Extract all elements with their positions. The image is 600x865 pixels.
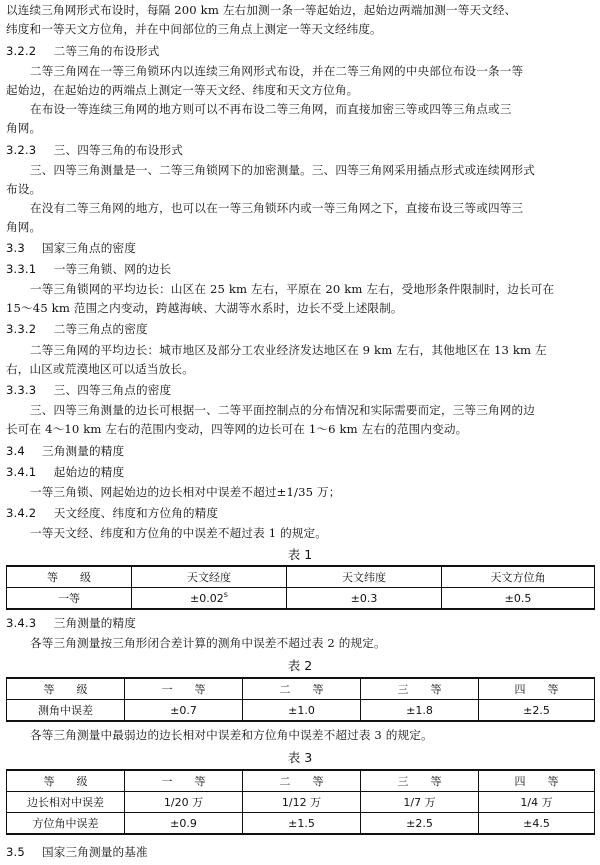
section-heading: 3.3.1 一等三角锁、网的边长: [6, 262, 172, 276]
section-heading: 3.2.3 三、四等三角的布设形式: [6, 143, 183, 157]
header-cell: 三 等: [361, 770, 479, 792]
section-number: 3.2.2: [6, 44, 37, 58]
paragraph-line: 在没有二等三角网的地方，也可以在一等三角锁环内或一等三角网之下，直接布设三等或四等三: [30, 201, 524, 215]
paragraph-line: 长可在 4～10 km 左右的范围内变动，四等网的边长可在 1～6 km 左右的范围内变动。: [6, 422, 468, 436]
header-cell: 等 级: [7, 566, 132, 588]
section-heading: 3.4 三角测量的精度: [6, 444, 125, 458]
section-number: 3.3.1: [6, 262, 37, 276]
paragraph-line: 15～45 km 范围之内变动，跨越海峡、大湖等水系时，边长不受上述限制。: [6, 301, 403, 315]
table-2: [6, 677, 595, 722]
table-cell: 方位角中误差: [7, 813, 125, 835]
paragraph-line: 一等三角锁网的平均边长：山区在 25 km 左右，平原在 20 km 左右，受地形条件限制时，边长可在: [30, 282, 555, 296]
header-cell: 天文经度: [132, 566, 287, 588]
section-number: 3.3: [6, 241, 25, 255]
paragraph-line: 角网。: [6, 220, 42, 234]
paragraph-line: 起始边，在起始边的两端点上测定一等天文经、纬度和天文方位角。: [6, 83, 359, 97]
table-cell: ±1.0: [243, 700, 361, 722]
table-cell: ±0.7: [125, 700, 243, 722]
unit-mark: s: [223, 589, 228, 599]
section-number: 3.3.2: [6, 322, 37, 336]
table-header-row: [7, 678, 595, 700]
table-cell: ±0.9: [125, 813, 243, 835]
section-heading: 3.2.2 二等三角的布设形式: [6, 44, 160, 58]
section-number: 3.5: [6, 845, 25, 859]
table-cell: 测角中误差: [7, 700, 125, 722]
section-heading: 3.4.1 起始边的精度: [6, 465, 125, 479]
header-cell: 天文纬度: [287, 566, 442, 588]
table-cell: ±1.8: [361, 700, 479, 722]
header-cell: 二 等: [243, 678, 361, 700]
table-cell: $\pm 0.02^s$: [132, 588, 287, 610]
table-cell: 1/20 万: [125, 792, 243, 813]
paragraph-line: 三、四等三角测量的边长可根据一、二等平面控制点的分布情况和实际需要而定，三等三角网的边: [30, 403, 535, 417]
table-header-row: [7, 770, 595, 792]
table-header-row: [7, 566, 595, 588]
section-heading: 3.4.3 三角测量的精度: [6, 616, 136, 630]
header-cell: 天文方位角: [442, 566, 595, 588]
header-cell: 三 等: [361, 678, 479, 700]
table-cell: ±2.5: [361, 813, 479, 835]
table-3: [6, 769, 595, 835]
table-cell: ±0.5: [442, 588, 595, 610]
table-cell: ±2.5: [479, 700, 595, 722]
section-number: 3.4.2: [6, 506, 37, 520]
table-caption: 表 2: [287, 658, 313, 673]
table-row: [7, 813, 595, 835]
table-row: [7, 700, 595, 722]
table-cell: ±4.5: [479, 813, 595, 835]
paragraph-line: 以连续三角网形式布设时，每隔 200 km 左右加测一条一等起始边，起始边两端加测一等天文经、: [6, 3, 517, 17]
table-1: [6, 565, 595, 610]
header-cell: 四 等: [479, 770, 595, 792]
paragraph-line: 二等三角网在一等三角锁环内以连续三角网形式布设，并在二等三角网的中央部位布设一条一等: [30, 64, 524, 78]
header-cell: 一 等: [125, 678, 243, 700]
header-cell: 一 等: [125, 770, 243, 792]
section-number: 3.4.3: [6, 616, 37, 630]
section-number: 3.4.1: [6, 465, 37, 479]
table-cell: ±0.3: [287, 588, 442, 610]
section-heading: 3.3.3 三、四等三角点的密度: [6, 383, 172, 397]
table-cell: ±1.5: [243, 813, 361, 835]
table-cell: 边长相对中误差: [7, 792, 125, 813]
paragraph-line: 角网。: [6, 121, 42, 135]
header-cell: 四 等: [479, 678, 595, 700]
paragraph-line: 一等天文经、纬度和方位角的中误差不超过表 1 的规定。: [30, 526, 328, 540]
table-cell: 一等: [7, 588, 132, 610]
paragraph-line: 在布设一等连续三角网的地方则可以不再布设二等三角网，而直接加密三等或四等三角点或三: [30, 102, 512, 116]
section-heading: 3.5 国家三角测量的基准: [6, 845, 148, 859]
section-number: 3.2.3: [6, 143, 37, 157]
section-heading: 3.3.2 二等三角点的密度: [6, 322, 148, 336]
paragraph-line: 右，山区或荒漠地区可以适当放长。: [6, 362, 194, 376]
paragraph-line: 二等三角网的平均边长：城市地区及部分工农业经济发达地区在 9 km 左右，其他地区在 13 km 左: [30, 343, 547, 357]
paragraph-line: 纬度和一等天文方位角，并在中间部位的三角点上测定一等天文经纬度。: [6, 22, 382, 36]
section-number: 3.3.3: [6, 383, 37, 397]
header-cell: 二 等: [243, 770, 361, 792]
header-cell: 等 级: [7, 770, 125, 792]
paragraph-line: 一等三角锁、网起始边的边长相对中误差不超过±1/35 万；: [30, 485, 341, 499]
paragraph-line: 布设。: [6, 182, 42, 196]
table-caption: 表 3: [287, 750, 313, 765]
section-heading: 3.3 国家三角点的密度: [6, 241, 136, 255]
paragraph-line: 各等三角测量按三角形闭合差计算的测角中误差不超过表 2 的规定。: [30, 636, 386, 650]
table-cell: 1/4 万: [479, 792, 595, 813]
section-heading: 3.4.2 天文经度、纬度和方位角的精度: [6, 506, 219, 520]
paragraph-line: 各等三角测量中最弱边的边长相对中误差和方位角中误差不超过表 3 的规定。: [30, 728, 433, 742]
table-caption: 表 1: [287, 547, 313, 562]
table-row: [7, 588, 595, 610]
paragraph-line: 三、四等三角测量是一、二等三角锁网下的加密测量。三、四等三角网采用插点形式或连续网形式: [30, 163, 535, 177]
table-row: [7, 792, 595, 813]
section-number: 3.4: [6, 444, 25, 458]
header-cell: 等 级: [7, 678, 125, 700]
table-cell: 1/12 万: [243, 792, 361, 813]
table-cell: 1/7 万: [361, 792, 479, 813]
